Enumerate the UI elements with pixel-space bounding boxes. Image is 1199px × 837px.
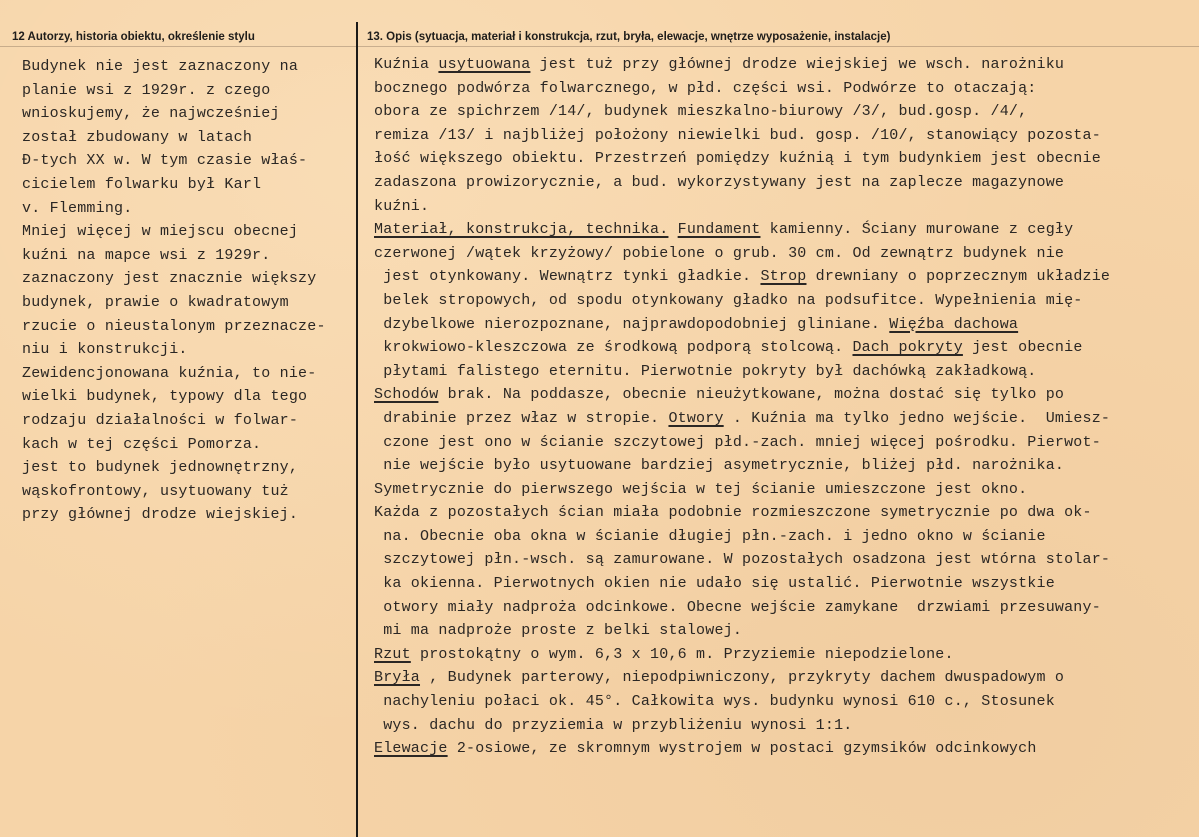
description-text-line xyxy=(374,195,1189,219)
underlined-term: Bryła xyxy=(374,669,421,687)
section-12-heading: 12 Autorzy, historia obiektu, określenie stylu xyxy=(12,31,255,43)
description-text-line xyxy=(374,360,1189,384)
description-text-line xyxy=(374,619,1189,643)
history-text-line: cicielem folwarku był Karl xyxy=(22,175,262,193)
underlined-term: Więźba dachowa xyxy=(889,315,1019,333)
text-segment: , Budynek parterowy, niepodpiwniczony, przykryty dachem dwuspadowym o xyxy=(420,669,1065,687)
description-text-line xyxy=(374,737,1189,761)
text-segment: szczytowej płn.-wsch. są zamurowane. W pozostałych osadzona jest wtórna stolar- xyxy=(374,551,1111,569)
header-rule xyxy=(0,46,1199,47)
history-text-line: budynek, prawie o kwadratowym xyxy=(22,293,289,311)
description-text-line xyxy=(374,265,1189,289)
text-segment: drabinie przez właz w stropie. xyxy=(374,409,669,427)
history-text-line: kach w tej części Pomorza. xyxy=(22,435,262,453)
underlined-term: Strop xyxy=(760,268,807,286)
history-text-line: niu i konstrukcji. xyxy=(22,341,188,359)
description-text-line xyxy=(374,313,1189,337)
column-divider xyxy=(356,22,358,837)
history-text-line: został zbudowany w latach xyxy=(22,128,253,146)
description-text-line xyxy=(374,218,1189,242)
text-segment: jest otynkowany. Wewnątrz tynki gładkie. xyxy=(374,268,761,286)
text-segment: prostokątny o wym. 6,3 x 10,6 m. Przyziemie niepodzielone. xyxy=(410,645,954,663)
text-segment: dzybelkowe nierozpoznane, najprawdopodobniej gliniane. xyxy=(374,315,890,333)
description-text-line xyxy=(374,53,1189,77)
description-text-line xyxy=(374,336,1189,360)
description-text-line xyxy=(374,147,1189,171)
description-text-line xyxy=(374,454,1189,478)
underlined-term: usytuowana xyxy=(438,56,531,73)
description-text-line xyxy=(374,407,1189,431)
description-text-line xyxy=(374,548,1189,572)
underlined-term: Otwory xyxy=(668,409,724,427)
history-text-line: rodzaju działalności w folwar- xyxy=(22,411,299,429)
text-segment: kuźni. xyxy=(374,197,430,215)
description-text-line xyxy=(374,714,1189,738)
description-text-line xyxy=(374,100,1189,124)
history-text-line: Zewidencjonowana kuźnia, to nie- xyxy=(22,364,317,382)
text-segment: jest tuż przy głównej drodze wiejskiej we wsch. narożniku xyxy=(530,56,1065,73)
description-text-line xyxy=(374,383,1189,407)
text-segment: nachyleniu połaci ok. 45°. Całkowita wys. budynku wynosi 610 c., Stosunek xyxy=(374,693,1055,711)
text-segment: czone jest ono w ścianie szczytowej płd.-zach. mniej więcej pośrodku. Pierwot- xyxy=(374,433,1101,451)
description-text-line xyxy=(374,572,1189,596)
text-segment: Symetrycznie do pierwszego wejścia w tej ścianie umieszczone jest okno. xyxy=(374,480,1028,498)
text-segment: wys. dachu do przyziemia w przybliżeniu wynosi 1:1. xyxy=(374,716,853,734)
text-segment: krokwiowo-kleszczowa ze środkową podporą stolcową. xyxy=(374,339,853,357)
underlined-term: Dach pokryty xyxy=(852,339,963,357)
history-text-line: wnioskujemy, że najwcześniej xyxy=(22,105,280,123)
text-segment: jest obecnie xyxy=(962,339,1083,357)
text-segment: płytami falistego eternitu. Pierwotnie pokryty był dachówką zakładkową. xyxy=(374,362,1037,380)
history-text-line: Mniej więcej w miejscu obecnej xyxy=(22,223,299,241)
text-segment: łość większego obiektu. Przestrzeń pomiędzy kuźnią i tym budynkiem jest obecnie xyxy=(374,150,1101,168)
history-text-line: przy głównej drodze wiejskiej. xyxy=(22,506,299,524)
history-text-line: Budynek nie jest zaznaczony na xyxy=(22,58,299,75)
history-text-line: planie wsi z 1929r. z czego xyxy=(22,81,271,99)
history-text-line: wąskofrontowy, usytuowany tuż xyxy=(22,482,289,500)
text-segment: kamienny. Ściany murowane z cegły xyxy=(760,221,1074,239)
description-text-line xyxy=(374,643,1189,667)
description-text-line xyxy=(374,525,1189,549)
description-text-line xyxy=(374,77,1189,101)
description-text-line xyxy=(374,289,1189,313)
description-text-line xyxy=(374,242,1189,266)
description-text-line xyxy=(374,666,1189,690)
underlined-term: Schodów xyxy=(374,386,439,404)
text-segment: 2-osiowe, ze skromnym wystrojem w postaci gzymsików odcinkowych xyxy=(447,740,1037,758)
description-text-line xyxy=(374,124,1189,148)
text-segment: obora ze spichrzem /14/, budynek mieszkalno-biurowy /3/, bud.gosp. /4/, xyxy=(374,103,1028,121)
text-segment: ka okienna. Pierwotnych okien nie udało się ustalić. Pierwotnie wszystkie xyxy=(374,575,1055,593)
underlined-term: Materiał, konstrukcja, technika. xyxy=(374,221,669,239)
text-segment: nie wejście było usytuowane bardziej asymetrycznie, bliżej płd. narożnika. xyxy=(374,457,1065,475)
section-13-heading: 13. Opis (sytuacja, materiał i konstrukcja, rzut, bryła, elewacje, wnętrze wyposażenie, instalacje) xyxy=(367,31,891,43)
description-text-column xyxy=(374,53,1189,761)
text-segment xyxy=(668,221,677,238)
text-segment: remiza /13/ i najbliżej położony niewielki bud. gosp. /10/, stanowiący pozosta- xyxy=(374,126,1101,144)
description-text-line xyxy=(374,501,1189,525)
description-text-line xyxy=(374,431,1189,455)
description-text-line xyxy=(374,478,1189,502)
text-segment: mi ma nadproże proste z belki stalowej. xyxy=(374,622,743,640)
underlined-term: Rzut xyxy=(374,645,411,663)
text-segment: na. Obecnie oba okna w ścianie długiej płn.-zach. i jedno okno w ścianie xyxy=(374,527,1046,545)
history-text-column xyxy=(22,55,352,527)
text-segment: . Kuźnia ma tylko jedno wejście. Umiesz- xyxy=(723,409,1111,427)
text-segment: drewniany o poprzecznym układzie xyxy=(806,268,1111,286)
description-text-line xyxy=(374,171,1189,195)
text-segment: brak. Na poddasze, obecnie nieużytkowane, można dostać się tylko po xyxy=(438,386,1065,404)
text-segment: zadaszona prowizorycznie, a bud. wykorzystywany jest na zaplecze magazynowe xyxy=(374,173,1065,191)
text-segment: czerwonej /wątek krzyżowy/ pobielone o grub. 30 cm. Od zewnątrz budynek nie xyxy=(374,244,1065,262)
history-text-line: kuźni na mapce wsi z 1929r. xyxy=(22,246,271,264)
history-text-line: Ɖ-tych XX w. W tym czasie właś- xyxy=(22,152,308,170)
history-text-line: zaznaczony jest znacznie większy xyxy=(22,270,317,288)
history-text-line: v. Flemming. xyxy=(22,199,133,217)
history-text-line: wielki budynek, typowy dla tego xyxy=(22,388,308,406)
history-text-line: rzucie o nieustalonym przeznacze- xyxy=(22,317,326,335)
underlined-term: Fundament xyxy=(677,221,761,239)
underlined-term: Elewacje xyxy=(374,740,448,758)
text-segment: Każda z pozostałych ścian miała podobnie rozmieszczone symetrycznie po dwa ok- xyxy=(374,504,1092,522)
history-text-line: jest to budynek jednownętrzny, xyxy=(22,459,299,477)
text-segment: bocznego podwórza folwarcznego, w płd. części wsi. Podwórze to otaczają: xyxy=(374,79,1037,97)
text-segment: Kuźnia xyxy=(374,56,439,73)
description-text-line xyxy=(374,690,1189,714)
description-text-line xyxy=(374,596,1189,620)
text-segment: belek stropowych, od spodu otynkowany gładko na podsufitce. Wypełnienia mię- xyxy=(374,291,1083,309)
text-segment: otwory miały nadproża odcinkowe. Obecne wejście zamykane drzwiami przesuwany- xyxy=(374,598,1101,616)
